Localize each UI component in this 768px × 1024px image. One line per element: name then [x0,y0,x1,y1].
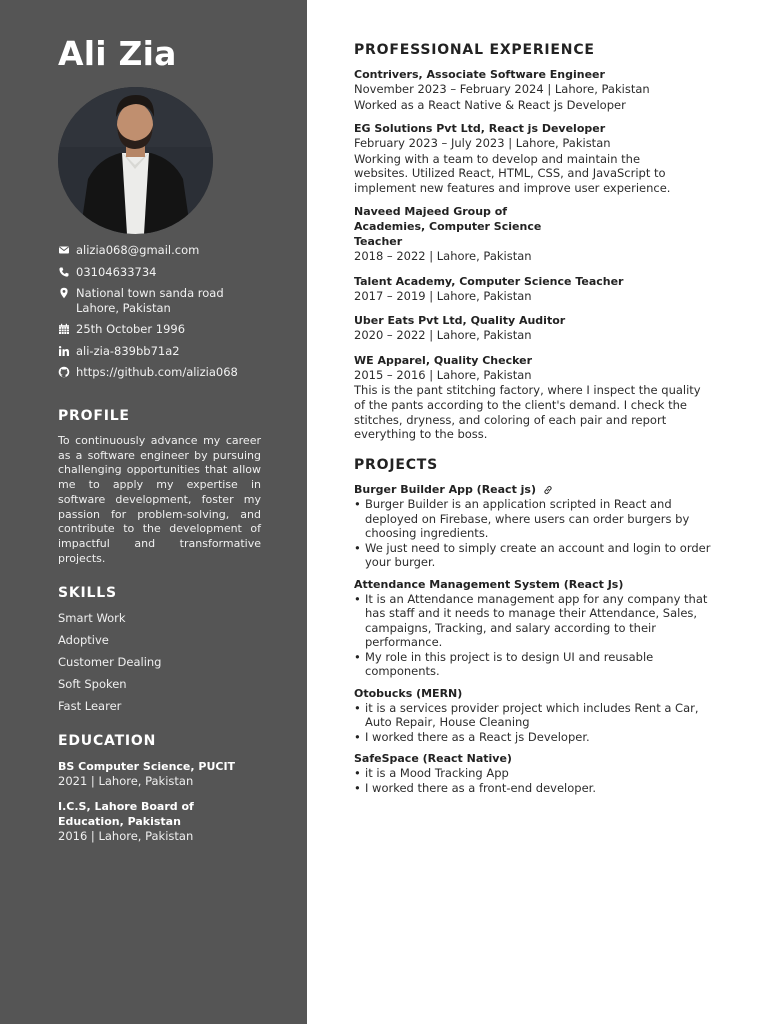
education-title: BS Computer Science, PUCIT [58,760,236,773]
project-bullets [354,766,716,795]
calendar-icon [58,323,70,335]
education-item [58,799,268,844]
email-icon [58,244,70,256]
contact-birthdate-text: 25th October 1996 [76,322,186,336]
job-title: Talent Academy, Computer Science Teacher [354,274,624,288]
education-list [58,759,268,854]
job-meta: 2020 – 2022 | Lahore, Pakistan [354,328,532,343]
contact-birthdate [58,322,268,337]
github-icon [58,366,70,378]
linkedin-icon [58,345,70,357]
contact-github-text: https://github.com/alizia068 [76,365,238,379]
job-description: Worked as a React Native & React js Developer [354,97,626,112]
project-bullets [354,592,716,679]
project-item [354,482,716,570]
project-title-text: Burger Builder App (React js) [354,483,536,496]
profile-heading: PROFILE [58,408,130,424]
link-icon[interactable] [543,485,553,495]
profile-text: To continuously advance my career as a software engineer by pursuing challenging opportunities that allow me to apply my expertise in software development, foster my passion for problem-solving, and contribute to the development of impactful and transformative projects. [58,434,261,565]
job-description: Working with a team to develop and maintain the websites. Utilized React, HTML, CSS, and JavaScript to implement new features and improve user experience. [354,151,671,195]
contact-list [58,243,268,387]
contact-email[interactable] [58,243,268,258]
location-icon [58,287,70,299]
contact-phone[interactable] [58,265,268,280]
education-item [58,759,268,789]
job-title: EG Solutions Pvt Ltd, React js Developer [354,122,606,136]
job-item [354,353,716,442]
contact-linkedin-text: ali-zia-839bb71a2 [76,343,180,358]
contact-linkedin[interactable] [58,344,268,359]
experience-list [354,67,716,451]
projects-list [354,482,716,802]
candidate-name: Ali Zia [58,34,177,73]
education-meta: 2021 | Lahore, Pakistan [58,774,194,788]
phone-icon [58,266,70,278]
project-bullet: • it is a Mood Tracking App [354,766,716,781]
project-bullets [354,497,716,570]
job-item [354,67,716,112]
contact-address [58,286,268,315]
job-description: This is the pant stitching factory, where I inspect the quality of the pants according to the client's demand. I check the stitches, dryness, and coloring of each pair and report everything to the boss. [354,383,701,442]
job-meta: 2015 – 2016 | Lahore, Pakistan [354,367,532,382]
education-meta: 2016 | Lahore, Pakistan [58,829,194,843]
education-heading: EDUCATION [58,733,157,749]
contact-address-text: National town sanda road Lahore, Pakistan [76,286,224,315]
project-bullets [354,701,716,745]
education-title: I.C.S, Lahore Board of Education, Pakistan [58,800,194,828]
profile-photo [58,87,213,234]
experience-heading: PROFESSIONAL EXPERIENCE [354,42,595,58]
skill-item: Fast Learer [58,699,122,713]
contact-email-text: alizia068@gmail.com [76,243,200,257]
skills-list [58,611,161,721]
contact-github[interactable] [58,365,268,380]
job-item [354,121,716,195]
skill-item: Adoptive [58,633,109,647]
job-meta: 2017 – 2019 | Lahore, Pakistan [354,288,532,303]
job-meta: February 2023 – July 2023 | Lahore, Pakistan [354,136,611,151]
project-bullet: • It is an Attendance management app for any company that has staff and it needs to manage their Attendance, Sales, campaigns, Tracking, and salary according to their performance. [354,592,716,650]
job-title: Contrivers, Associate Software Engineer [354,68,605,81]
projects-heading: PROJECTS [354,457,439,473]
job-title: Uber Eats Pvt Ltd, Quality Auditor [354,314,566,328]
project-bullet: • I worked there as a React js Developer. [354,730,716,745]
skill-item: Customer Dealing [58,655,162,669]
project-bullet: • Burger Builder is an application scripted in React and deployed on Firebase, where users can order burgers by choosing ingredients. [354,497,716,541]
project-item [354,577,716,679]
project-item [354,751,716,795]
skill-item: Smart Work [58,611,126,625]
job-meta: 2018 – 2022 | Lahore, Pakistan [354,249,532,264]
project-title: Otobucks (MERN) [354,686,463,700]
job-meta: November 2023 – February 2024 | Lahore, Pakistan [354,82,650,96]
project-title: Attendance Management System (React Js) [354,577,624,591]
skill-item: Soft Spoken [58,677,127,691]
project-title: SafeSpace (React Native) [354,752,512,765]
contact-phone-text: 03104633734 [76,264,157,279]
job-title: Naveed Majeed Group of Academies, Computer Science Teacher [354,205,542,249]
project-item [354,686,716,745]
project-bullet: • We just need to simply create an account and login to order your burger. [354,541,716,570]
project-bullet: • it is a services provider project which includes Rent a Car, Auto Repair, House Cleaning [354,701,716,730]
project-bullet: • My role in this project is to design UI and reusable components. [354,650,716,679]
job-item [354,313,716,344]
project-bullet: • I worked there as a front-end developer. [354,781,716,796]
job-item [354,204,716,265]
project-title [354,482,716,497]
skills-heading: SKILLS [58,585,117,601]
job-title: WE Apparel, Quality Checker [354,353,533,367]
job-item [354,274,716,305]
